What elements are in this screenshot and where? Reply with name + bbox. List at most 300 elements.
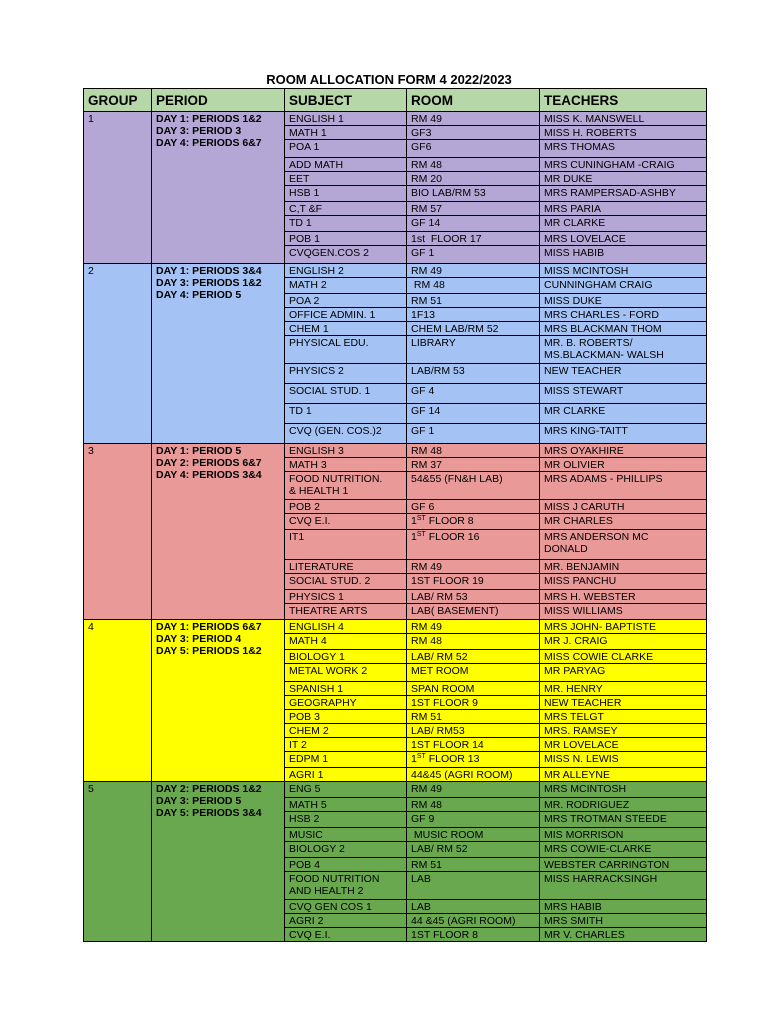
room-text: 44&45 (AGRI ROOM)	[411, 769, 513, 781]
room-text: GF6	[411, 141, 432, 153]
room-cell	[407, 294, 540, 308]
subject-text: HSB 2	[289, 813, 320, 825]
subject-cell	[285, 590, 407, 604]
room-cell	[407, 514, 540, 530]
teacher-cell	[540, 560, 707, 574]
room-text: 54&55 (FN&H LAB)	[411, 473, 503, 485]
room-cell	[407, 158, 540, 172]
room-cell	[407, 842, 540, 858]
period-line: DAY 5: PERIODS 3&4	[156, 807, 262, 819]
teacher-text: WEBSTER CARRINGTON	[544, 859, 670, 871]
room-cell	[407, 458, 540, 472]
subject-text: CVQGEN.COS 2	[289, 247, 369, 259]
room-cell	[407, 530, 540, 560]
subject-text: AGRI 1	[289, 769, 324, 781]
subject-text: MATH 1	[289, 127, 327, 139]
teacher-cell	[540, 140, 707, 158]
teacher-cell	[540, 798, 707, 812]
subject-text: ADD MATH	[289, 159, 344, 171]
teacher-cell	[540, 112, 707, 126]
subject-cell	[285, 216, 407, 232]
room-text: LAB	[411, 873, 431, 885]
teacher-cell	[540, 278, 707, 294]
subject-cell	[285, 574, 407, 590]
subject-text: MUSIC	[289, 829, 323, 841]
group-periods	[152, 112, 285, 264]
period-line: DAY 2: PERIODS 6&7	[156, 457, 262, 469]
teacher-cell	[540, 842, 707, 858]
teacher-cell	[540, 500, 707, 514]
subject-cell	[285, 914, 407, 928]
subject-cell	[285, 112, 407, 126]
subject-text: SOCIAL STUD. 1	[289, 385, 371, 397]
subject-text: CHEM 1	[289, 323, 329, 335]
room-text: GF3	[411, 127, 432, 139]
teacher-text: MRS PARIA	[544, 203, 601, 215]
teacher-cell	[540, 246, 707, 264]
group-number: 2	[84, 264, 152, 444]
subject-cell	[285, 424, 407, 444]
room-cell	[407, 664, 540, 682]
subject-text: CHEM 2	[289, 725, 329, 737]
subject-cell	[285, 798, 407, 812]
room-text: LAB( BASEMENT)	[411, 605, 499, 617]
room-cell	[407, 738, 540, 752]
teacher-cell	[540, 738, 707, 752]
room-cell	[407, 472, 540, 500]
teacher-text: MRS COWIE-CLARKE	[544, 843, 652, 855]
teacher-text: MISS STEWART	[544, 385, 624, 397]
room-cell	[407, 186, 540, 202]
subject-cell	[285, 604, 407, 620]
room-cell	[407, 914, 540, 928]
subject-cell	[285, 738, 407, 752]
teacher-cell	[540, 444, 707, 458]
room-text: GF 14	[411, 405, 441, 417]
period-line: DAY 4: PERIODS 6&7	[156, 137, 262, 149]
room-cell	[407, 264, 540, 278]
subject-text: BIOLOGY 1	[289, 651, 345, 663]
teacher-text: MRS HABIB	[544, 901, 602, 913]
room-cell	[407, 872, 540, 900]
header-teachers: TEACHERS	[540, 89, 707, 112]
subject-cell	[285, 202, 407, 216]
subject-text: ENGLISH 1	[289, 113, 344, 125]
header-period: PERIOD	[152, 89, 285, 112]
subject-text: SPANISH 1	[289, 683, 344, 695]
room-cell	[407, 246, 540, 264]
subject-cell	[285, 458, 407, 472]
room-text: RM 49	[411, 265, 442, 277]
room-text: LAB/ RM 52	[411, 651, 468, 663]
subject-text: ENGLISH 3	[289, 445, 344, 457]
subject-text: POA 2	[289, 295, 320, 307]
teacher-text: MR CHARLES	[544, 515, 613, 527]
subject-cell	[285, 336, 407, 364]
subject-cell	[285, 158, 407, 172]
room-text: CHEM LAB/RM 52	[411, 323, 499, 335]
teacher-text: MIS MORRISON	[544, 829, 624, 841]
teacher-text: NEW TEACHER	[544, 365, 622, 377]
teacher-text-line2: MS.BLACKMAN- WALSH	[544, 349, 664, 361]
group-periods	[152, 264, 285, 444]
subject-text: POB 2	[289, 501, 320, 513]
subject-text: ENGLISH 2	[289, 265, 344, 277]
group-periods	[152, 782, 285, 942]
header-subject: SUBJECT	[285, 89, 407, 112]
room-text: LAB/RM 53	[411, 365, 465, 377]
subject-text: METAL WORK 2	[289, 665, 368, 677]
teacher-text: MR. B. ROBERTS/	[544, 337, 633, 349]
teacher-text: MRS TROTMAN STEEDE	[544, 813, 667, 825]
room-cell	[407, 574, 540, 590]
teacher-text: MRS ADAMS - PHILLIPS	[544, 473, 663, 485]
room-cell	[407, 724, 540, 738]
teacher-cell	[540, 634, 707, 650]
room-cell	[407, 112, 540, 126]
group-number: 3	[84, 444, 152, 620]
teacher-text: MISS HARRACKSINGH	[544, 873, 658, 885]
subject-cell	[285, 500, 407, 514]
teacher-text: MRS ANDERSON MC	[544, 531, 649, 543]
teacher-text: MISS MCINTOSH	[544, 265, 629, 277]
subject-text: OFFICE ADMIN. 1	[289, 309, 376, 321]
teacher-cell	[540, 384, 707, 404]
room-cell	[407, 590, 540, 604]
room-superscript: ST	[416, 531, 426, 538]
teacher-text: MR. BENJAMIN	[544, 561, 620, 573]
room-text: RM 51	[411, 295, 442, 307]
teacher-cell	[540, 752, 707, 768]
room-text: 1	[411, 753, 417, 765]
subject-cell	[285, 364, 407, 384]
subject-text: ENGLISH 4	[289, 621, 344, 633]
room-text: LAB/ RM 52	[411, 843, 468, 855]
room-text: GF 1	[411, 247, 435, 259]
teacher-text: MISS H. ROBERTS	[544, 127, 637, 139]
room-cell	[407, 768, 540, 782]
teacher-cell	[540, 682, 707, 696]
room-text: GF 9	[411, 813, 435, 825]
subject-text: PHYSICS 2	[289, 365, 344, 377]
teacher-cell	[540, 812, 707, 828]
teacher-cell	[540, 914, 707, 928]
period-line: DAY 3: PERIOD 3	[156, 125, 242, 137]
room-text: RM 49	[411, 783, 442, 795]
group-periods	[152, 620, 285, 782]
room-cell	[407, 752, 540, 768]
room-cell	[407, 710, 540, 724]
teacher-cell	[540, 782, 707, 798]
teacher-cell	[540, 664, 707, 682]
subject-cell	[285, 664, 407, 682]
subject-cell	[285, 278, 407, 294]
subject-cell	[285, 404, 407, 424]
table-row	[84, 264, 707, 278]
teacher-cell	[540, 900, 707, 914]
subject-cell	[285, 172, 407, 186]
subject-text-line2: & HEALTH 1	[289, 485, 349, 497]
subject-cell	[285, 872, 407, 900]
room-text: SPAN ROOM	[411, 683, 475, 695]
teacher-text: MRS. RAMSEY	[544, 725, 618, 737]
subject-cell	[285, 812, 407, 828]
teacher-text: MRS KING-TAITT	[544, 425, 628, 437]
room-cell	[407, 604, 540, 620]
teacher-text: MR LOVELACE	[544, 739, 619, 751]
teacher-text: MR. HENRY	[544, 683, 603, 695]
room-text: BIO LAB/RM 53	[411, 187, 486, 199]
subject-cell	[285, 768, 407, 782]
table-row	[84, 112, 707, 126]
teacher-cell	[540, 126, 707, 140]
teacher-cell	[540, 530, 707, 560]
header-room: ROOM	[407, 89, 540, 112]
subject-text: BIOLOGY 2	[289, 843, 345, 855]
group-number: 5	[84, 782, 152, 942]
subject-cell	[285, 246, 407, 264]
room-cell	[407, 620, 540, 634]
room-cell	[407, 172, 540, 186]
subject-text: POB 3	[289, 711, 320, 723]
table-row	[84, 444, 707, 458]
teacher-text: MRS CHARLES - FORD	[544, 309, 659, 321]
room-text: GF 6	[411, 501, 435, 513]
teacher-text: MISS PANCHU	[544, 575, 617, 587]
page-title: ROOM ALLOCATION FORM 4 2022/2023	[266, 72, 512, 87]
subject-cell	[285, 858, 407, 872]
room-cell	[407, 782, 540, 798]
period-line: DAY 2: PERIODS 1&2	[156, 783, 262, 795]
room-text: RM 48	[411, 799, 442, 811]
teacher-cell	[540, 172, 707, 186]
subject-cell	[285, 710, 407, 724]
subject-text: MATH 4	[289, 635, 327, 647]
subject-cell	[285, 900, 407, 914]
room-cell	[407, 858, 540, 872]
teacher-text: MISS N. LEWIS	[544, 753, 619, 765]
subject-cell	[285, 140, 407, 158]
room-text: RM 48	[411, 635, 442, 647]
room-text: GF 14	[411, 217, 441, 229]
table-row	[84, 782, 707, 798]
subject-cell	[285, 472, 407, 500]
subject-text: CVQ (GEN. COS.)2	[289, 425, 382, 437]
period-line: DAY 4: PERIODS 3&4	[156, 469, 262, 481]
subject-cell	[285, 842, 407, 858]
teacher-text: MISS WILLIAMS	[544, 605, 623, 617]
room-text: 1	[411, 531, 417, 543]
subject-cell	[285, 294, 407, 308]
teacher-cell	[540, 458, 707, 472]
room-superscript: ST	[416, 753, 426, 760]
teacher-text: MRS MCINTOSH	[544, 783, 627, 795]
teacher-cell	[540, 872, 707, 900]
subject-cell	[285, 232, 407, 246]
room-cell	[407, 126, 540, 140]
header-row	[84, 89, 707, 112]
teacher-cell	[540, 604, 707, 620]
subject-cell	[285, 560, 407, 574]
subject-cell	[285, 322, 407, 336]
period-line: DAY 4: PERIOD 5	[156, 289, 242, 301]
subject-text: CVQ E.I.	[289, 929, 331, 941]
subject-cell	[285, 308, 407, 322]
teacher-cell	[540, 928, 707, 942]
teacher-text: MR. RODRIGUEZ	[544, 799, 630, 811]
teacher-text: MRS H. WEBSTER	[544, 591, 636, 603]
teacher-cell	[540, 264, 707, 278]
subject-cell	[285, 928, 407, 942]
subject-text: EDPM 1	[289, 753, 329, 765]
teacher-cell	[540, 574, 707, 590]
room-text: RM 57	[411, 203, 442, 215]
teacher-cell	[540, 514, 707, 530]
header-group: GROUP	[84, 89, 152, 112]
room-text: 1ST FLOOR 19	[411, 575, 484, 587]
room-allocation-table	[83, 88, 707, 942]
room-cell	[407, 424, 540, 444]
subject-cell	[285, 634, 407, 650]
subject-cell	[285, 828, 407, 842]
teacher-cell	[540, 158, 707, 172]
subject-text-line2: AND HEALTH 2	[289, 885, 364, 897]
teacher-text: MR PARYAG	[544, 665, 606, 677]
teacher-text: MR CLARKE	[544, 217, 606, 229]
subject-cell	[285, 650, 407, 664]
room-cell	[407, 900, 540, 914]
subject-text: LITERATURE	[289, 561, 354, 573]
subject-text: TD 1	[289, 217, 312, 229]
period-line: DAY 3: PERIOD 5	[156, 795, 242, 807]
group-number: 1	[84, 112, 152, 264]
room-text: RM 49	[411, 561, 442, 573]
teacher-cell	[540, 322, 707, 336]
teacher-text: MRS OYAKHIRE	[544, 445, 624, 457]
room-text: 1ST FLOOR 9	[411, 697, 478, 709]
subject-text: FOOD NUTRITION	[289, 873, 380, 885]
teacher-cell	[540, 202, 707, 216]
period-line: DAY 1: PERIOD 5	[156, 445, 242, 457]
teacher-cell	[540, 590, 707, 604]
teacher-text: MR V. CHARLES	[544, 929, 625, 941]
teacher-text: MR J. CRAIG	[544, 635, 608, 647]
teacher-text: MR DUKE	[544, 173, 593, 185]
room-text: RM 51	[411, 711, 442, 723]
room-text: LIBRARY	[411, 337, 456, 349]
teacher-text: MRS THOMAS	[544, 141, 615, 153]
room-text: RM 49	[411, 113, 442, 125]
subject-cell	[285, 384, 407, 404]
group-number: 4	[84, 620, 152, 782]
subject-text: GEOGRAPHY	[289, 697, 357, 709]
teacher-cell	[540, 650, 707, 664]
room-cell	[407, 336, 540, 364]
subject-text: THEATRE ARTS	[289, 605, 368, 617]
subject-cell	[285, 752, 407, 768]
subject-text: MATH 3	[289, 459, 327, 471]
room-cell	[407, 798, 540, 812]
room-text: RM 48	[411, 159, 442, 171]
room-text: 1st FLOOR 17	[411, 233, 482, 245]
subject-text: AGRI 2	[289, 915, 324, 927]
subject-text: POB 4	[289, 859, 320, 871]
room-text: RM 49	[411, 621, 442, 633]
teacher-text: NEW TEACHER	[544, 697, 622, 709]
teacher-cell	[540, 724, 707, 738]
teacher-text: MISS HABIB	[544, 247, 605, 259]
room-cell	[407, 828, 540, 842]
teacher-text: MR OLIVIER	[544, 459, 605, 471]
subject-text: TD 1	[289, 405, 312, 417]
subject-text: C,T &F	[289, 203, 323, 215]
teacher-cell	[540, 858, 707, 872]
table-row	[84, 620, 707, 634]
subject-cell	[285, 782, 407, 798]
room-text: RM 51	[411, 859, 442, 871]
room-text: MUSIC ROOM	[411, 829, 484, 841]
room-text: RM 37	[411, 459, 442, 471]
room-cell	[407, 560, 540, 574]
subject-text: ENG 5	[289, 783, 321, 795]
group-periods	[152, 444, 285, 620]
subject-cell	[285, 682, 407, 696]
teacher-cell	[540, 620, 707, 634]
subject-text: EET	[289, 173, 310, 185]
subject-text: HSB 1	[289, 187, 320, 199]
room-cell	[407, 202, 540, 216]
subject-text: POA 1	[289, 141, 320, 153]
room-text: RM 48	[411, 445, 442, 457]
room-text-rest: FLOOR 16	[425, 531, 480, 543]
subject-text: IT 2	[289, 739, 307, 751]
room-text-rest: FLOOR 13	[425, 753, 480, 765]
room-cell	[407, 140, 540, 158]
subject-cell	[285, 126, 407, 140]
subject-text: IT1	[289, 531, 305, 543]
room-text: RM 20	[411, 173, 442, 185]
teacher-cell	[540, 186, 707, 202]
room-cell	[407, 650, 540, 664]
teacher-text: MISS J CARUTH	[544, 501, 625, 513]
subject-text: SOCIAL STUD. 2	[289, 575, 371, 587]
subject-text: PHYSICS 1	[289, 591, 344, 603]
subject-cell	[285, 724, 407, 738]
room-text: MET ROOM	[411, 665, 469, 677]
subject-text: POB 1	[289, 233, 320, 245]
teacher-cell	[540, 710, 707, 724]
subject-text: MATH 2	[289, 279, 327, 291]
teacher-text: MRS SMITH	[544, 915, 603, 927]
period-line: DAY 1: PERIODS 3&4	[156, 265, 262, 277]
subject-cell	[285, 264, 407, 278]
subject-cell	[285, 530, 407, 560]
room-cell	[407, 682, 540, 696]
room-text: 44 &45 (AGRI ROOM)	[411, 915, 516, 927]
teacher-cell	[540, 404, 707, 424]
teacher-cell	[540, 424, 707, 444]
teacher-text-line2: DONALD	[544, 543, 588, 555]
room-cell	[407, 444, 540, 458]
teacher-text: MRS JOHN- BAPTISTE	[544, 621, 657, 633]
teacher-text: MRS RAMPERSAD-ASHBY	[544, 187, 676, 199]
room-cell	[407, 322, 540, 336]
teacher-cell	[540, 472, 707, 500]
room-cell	[407, 634, 540, 650]
period-line: DAY 3: PERIODS 1&2	[156, 277, 262, 289]
room-text-rest: FLOOR 8	[425, 515, 474, 527]
teacher-text: MRS BLACKMAN THOM	[544, 323, 662, 335]
